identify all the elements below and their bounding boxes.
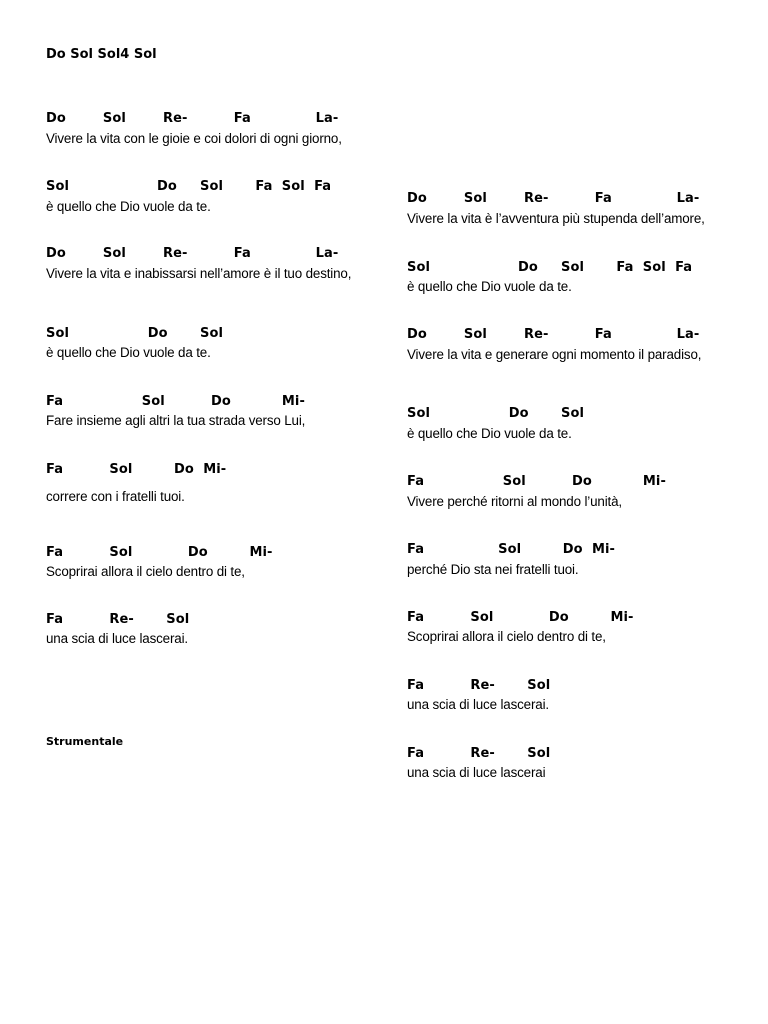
left-verse-6-chords: Fa Sol Do Mi- [46,462,227,477]
left-verse-1-lyric: Vivere la vita con le gioie e coi dolori di ogni giorno, [46,131,342,146]
right-verse-9-chords: Fa Re- Sol [407,746,551,761]
right-verse-7-lyric: Scoprirai allora il cielo dentro di te, [407,629,606,644]
left-verse-3-chords: Do Sol Re- Fa La- [46,246,339,261]
right-verse-7-chords: Fa Sol Do Mi- [407,610,634,625]
right-verse-5-chords: Fa Sol Do Mi- [407,474,666,489]
right-verse-5-lyric: Vivere perché ritorni al mondo l’unità, [407,494,622,509]
right-verse-8-chords: Fa Re- Sol [407,678,551,693]
right-verse-9-lyric: una scia di luce lascerai [407,765,546,780]
left-verse-4-chords: Sol Do Sol [46,326,224,341]
right-verse-8-lyric: una scia di luce lascerai. [407,697,549,712]
left-verse-2-chords: Sol Do Sol Fa Sol Fa [46,179,332,194]
left-verse-7-lyric: Scoprirai allora il cielo dentro di te, [46,564,245,579]
left-verse-5-lyric: Fare insieme agli altri la tua strada verso Lui, [46,413,306,428]
right-verse-4-chords: Sol Do Sol [407,406,585,421]
right-verse-1-lyric: Vivere la vita è l’avventura più stupenda dell’amore, [407,211,705,226]
left-verse-4-lyric: è quello che Dio vuole da te. [46,345,211,360]
left-verse-8-lyric: una scia di luce lascerai. [46,631,188,646]
left-verse-2-lyric: è quello che Dio vuole da te. [46,199,211,214]
left-verse-8-chords: Fa Re- Sol [46,612,190,627]
right-verse-2-chords: Sol Do Sol Fa Sol Fa [407,260,693,275]
instrumental-label: Strumentale [46,735,124,748]
right-verse-4-lyric: è quello che Dio vuole da te. [407,426,572,441]
intro-chords: Do Sol Sol4 Sol [46,47,157,62]
left-verse-5-chords: Fa Sol Do Mi- [46,394,305,409]
left-verse-1-chords: Do Sol Re- Fa La- [46,111,339,126]
left-verse-3-lyric: Vivere la vita e inabissarsi nell’amore è il tuo destino, [46,266,352,281]
left-verse-6-lyric: correre con i fratelli tuoi. [46,489,185,504]
right-verse-6-lyric: perché Dio sta nei fratelli tuoi. [407,562,579,577]
right-verse-1-chords: Do Sol Re- Fa La- [407,191,700,206]
right-verse-6-chords: Fa Sol Do Mi- [407,542,616,557]
left-verse-7-chords: Fa Sol Do Mi- [46,545,273,560]
right-verse-3-lyric: Vivere la vita e generare ogni momento il paradiso, [407,347,702,362]
right-verse-3-chords: Do Sol Re- Fa La- [407,327,700,342]
right-verse-2-lyric: è quello che Dio vuole da te. [407,279,572,294]
